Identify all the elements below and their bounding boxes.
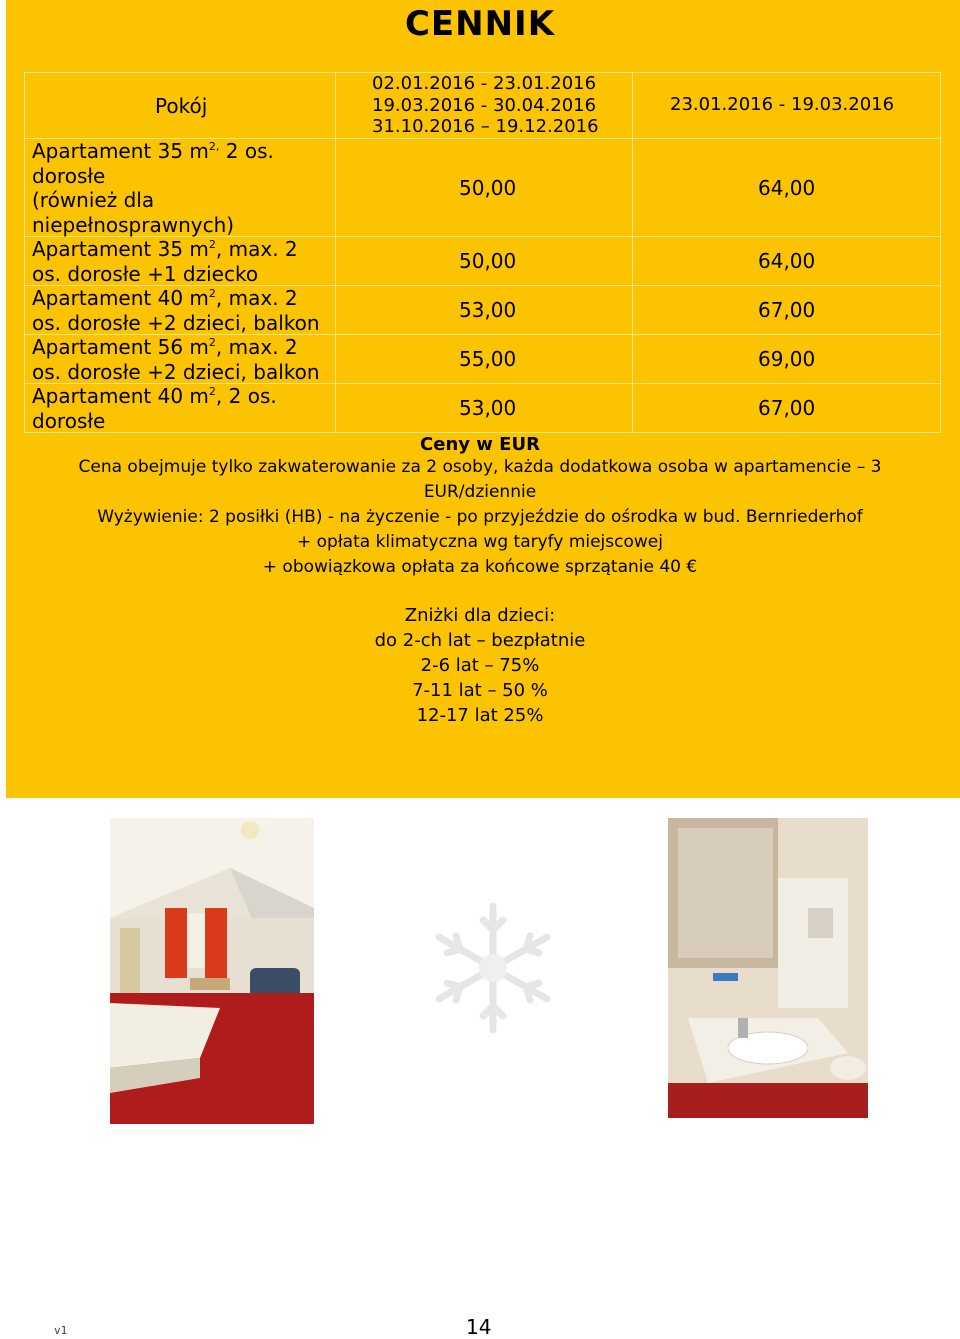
currency-note: Ceny w EUR <box>420 434 540 455</box>
meals-note: Wyżywienie: 2 posiłki (HB) - na życzenie - po przyjeździe do ośrodka w bud. Bernriederhof <box>97 507 863 527</box>
price-cell: 67,00 <box>758 396 816 420</box>
page-title: CENNIK <box>404 4 556 44</box>
price-cell: 69,00 <box>758 347 816 371</box>
room-name: Apartament 40 $m^2$, 2 os. <box>32 384 277 408</box>
price-cell: 50,00 <box>459 176 517 200</box>
column-header-period2: 23.01.2016 - 19.03.2016 <box>670 94 895 115</box>
table-row-room <box>32 335 332 384</box>
room-desc: os. dorosłe +1 dziecko <box>32 261 259 286</box>
price-cell: 55,00 <box>459 347 517 371</box>
price-cell: 67,00 <box>758 298 816 322</box>
price-cell: 64,00 <box>758 249 816 273</box>
room-desc: (również dla <box>32 188 155 212</box>
price-note: Cena obejmuje tylko zakwaterowanie za 2 osoby, każda dodatkowa osoba w apartamencie – 3 <box>78 457 882 477</box>
price-cell: 64,00 <box>758 176 816 200</box>
table-row-room <box>32 237 332 286</box>
column-header-room: Pokój <box>155 94 208 118</box>
climate-fee-note: + opłata klimatyczna wg taryfy miejscowej <box>297 532 663 552</box>
price-cell: 53,00 <box>459 298 517 322</box>
table-row-room <box>32 286 332 335</box>
price-cell: 53,00 <box>459 396 517 420</box>
column-header-period1 <box>372 73 599 138</box>
page-number: 14 <box>466 1315 492 1339</box>
bedroom-photo <box>110 818 314 1124</box>
room-desc: os. dorosłe +2 dzieci, balkon <box>32 310 320 335</box>
room-name: Apartament 40 $m^2$, max. 2 <box>32 286 298 310</box>
price-note: EUR/dziennie <box>423 482 537 502</box>
price-cell: 50,00 <box>459 249 517 273</box>
room-name: Apartament 56 $m^2$, max. 2 <box>32 335 298 359</box>
bathroom-photo <box>668 818 868 1118</box>
discount-item: 12-17 lat 25% <box>416 705 544 726</box>
version-label: v1 <box>54 1324 68 1337</box>
discount-item: do 2-ch lat – bezpłatnie <box>374 630 586 651</box>
room-name: Apartament 35 $m^{2,}$ 2 os. <box>32 139 274 163</box>
room-desc: niepełnosprawnych) <box>32 212 235 237</box>
period-line: 31.10.2016 – 19.12.2016 <box>372 116 599 137</box>
table-row-room <box>32 384 332 433</box>
discount-item: 2-6 lat – 75% <box>420 655 540 676</box>
period-line: 02.01.2016 - 23.01.2016 <box>372 73 597 94</box>
room-desc: os. dorosłe +2 dzieci, balkon <box>32 359 320 384</box>
room-name: Apartament 35 $m^2$, max. 2 <box>32 237 298 261</box>
period-line: 19.03.2016 - 30.04.2016 <box>372 94 597 116</box>
room-desc: dorosłe <box>32 163 106 188</box>
cleaning-fee-note: + obowiązkowa opłata za końcowe sprzątanie 40 € <box>262 557 698 577</box>
table-row-room <box>32 139 332 237</box>
discount-item: 7-11 lat – 50 % <box>412 680 548 701</box>
room-desc: dorosłe <box>32 408 106 433</box>
snowflake-icon <box>418 898 568 1038</box>
discounts-title: Zniżki dla dzieci: <box>404 605 556 626</box>
